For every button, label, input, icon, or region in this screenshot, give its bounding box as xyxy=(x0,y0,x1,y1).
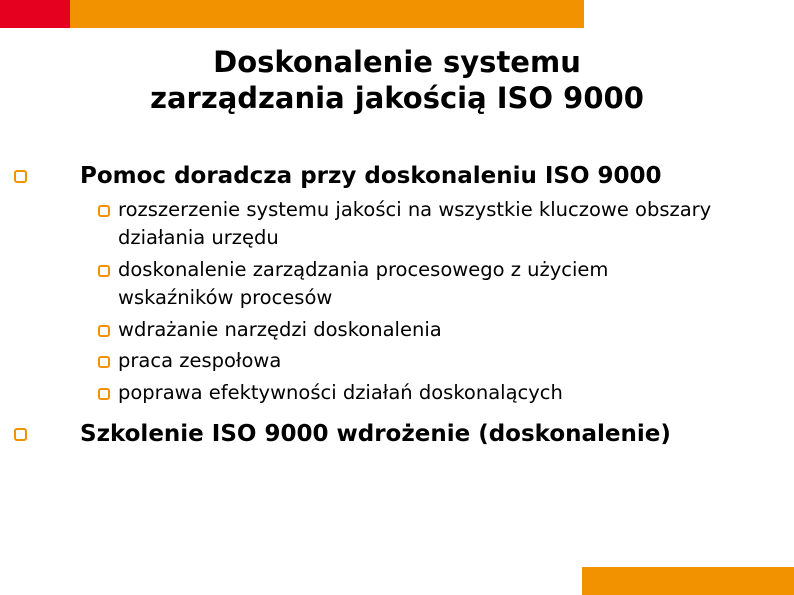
bottom-orange-bar xyxy=(582,567,794,595)
sub-bullet-label: wdrażanie narzędzi doskonalenia xyxy=(118,318,442,341)
bullet-label: Pomoc doradcza przy doskonaleniu ISO 9000 xyxy=(80,163,662,189)
title-line-2: zarządzania jakością ISO 9000 xyxy=(150,81,644,115)
checkbox-bullet-icon xyxy=(98,388,110,400)
slide-title xyxy=(0,44,794,116)
checkbox-bullet-icon xyxy=(98,205,110,217)
checkbox-bullet-icon xyxy=(98,265,110,277)
sub-bullet-label: wskaźników procesów xyxy=(118,286,333,309)
sub-bullet-label: praca zespołowa xyxy=(118,349,282,372)
bullet-label: Szkolenie ISO 9000 wdrożenie (doskonalenie) xyxy=(80,421,671,447)
checkbox-bullet-icon xyxy=(98,325,110,337)
top-orange-bar xyxy=(70,0,584,28)
sub-bullet-label: doskonalenie zarządzania procesowego z użyciem xyxy=(118,258,609,281)
top-red-bar xyxy=(0,0,70,28)
checkbox-bullet-icon xyxy=(14,170,27,183)
sub-bullet-label: rozszerzenie systemu jakości na wszystkie kluczowe obszary xyxy=(118,198,712,221)
sub-bullet-label: działania urzędu xyxy=(118,226,279,249)
sub-bullet-label: poprawa efektywności działań doskonalących xyxy=(118,381,563,404)
title-line-1: Doskonalenie systemu xyxy=(213,45,581,79)
checkbox-bullet-icon xyxy=(98,356,110,368)
checkbox-bullet-icon xyxy=(14,428,27,441)
